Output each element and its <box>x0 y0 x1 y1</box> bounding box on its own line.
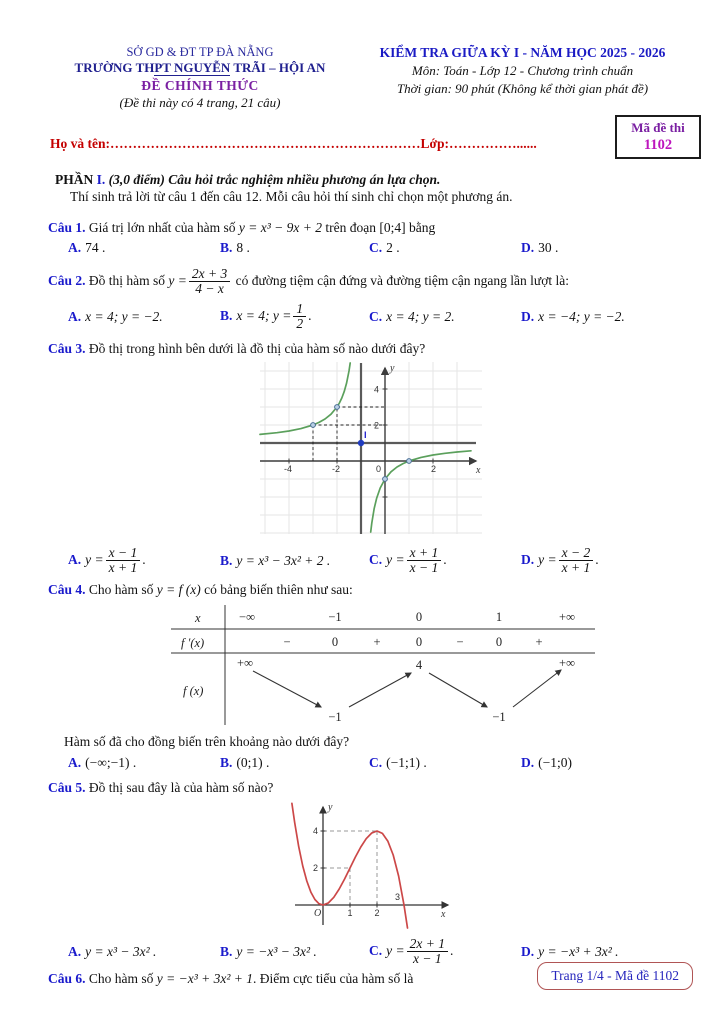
option-b: B. 8 . <box>220 240 250 256</box>
exam-title: KIỂM TRA GIỮA KỲ I - NĂM HỌC 2025 - 2026 <box>379 45 666 60</box>
option-b: B. x = 4; y = $\frac{1}{2}$ . <box>220 300 312 332</box>
y-tick-4: 4 <box>373 384 379 395</box>
question-5-graph <box>48 797 697 933</box>
y-tick-4: 4 <box>313 825 319 836</box>
exam-code-box <box>615 115 701 159</box>
questions <box>48 219 697 988</box>
name-label: Họ và tên: <box>50 135 110 151</box>
student-name-line <box>50 136 685 152</box>
dashed-guides <box>313 407 385 461</box>
question-4-sub: Hàm số đã cho đồng biến trên khoảng nào dưới đây? <box>64 734 350 750</box>
fraction: $\frac{2x + 1}{x - 1}$ <box>407 937 448 967</box>
table-lines <box>171 605 595 725</box>
option-a: A. 74 . <box>68 240 106 256</box>
fraction: $\frac{1}{2}$ <box>293 302 306 332</box>
svg-text:−1: −1 <box>327 710 342 725</box>
x-values <box>239 610 575 624</box>
question-6-formula: y = −x³ + 3x² + 1 <box>156 971 254 987</box>
variation-table <box>167 603 597 727</box>
header-right <box>350 44 691 112</box>
question-4-options <box>68 754 697 772</box>
option-b: B. (0;1) . <box>220 754 270 770</box>
variation-arrows <box>253 670 561 707</box>
question-2-options <box>68 301 697 333</box>
option-d: D. (−1;0) <box>521 754 572 770</box>
option-d: D. y = −x³ + 3x² . <box>521 944 619 960</box>
question-5: Câu 5. Đồ thị sau đây là của hàm số nào? <box>48 780 274 796</box>
hyperbola-graph <box>258 358 488 538</box>
exam-duration: Thời gian: 90 phút (Không kể thời gian phát đề) <box>396 80 649 96</box>
option-d: D. x = −4; y = −2. <box>521 309 625 325</box>
option-b: B. y = −x³ − 3x² . <box>220 944 317 960</box>
svg-text:+∞: +∞ <box>558 656 575 671</box>
question-3-options <box>68 545 697 577</box>
origin-label: O <box>314 907 322 919</box>
class-label: Lớp: <box>420 135 449 151</box>
svg-text:−1: −1 <box>491 710 506 725</box>
fraction: $\frac{x + 1}{x - 1}$ <box>407 546 442 576</box>
svg-text:0: 0 <box>495 635 502 650</box>
page-footer-box <box>537 962 693 990</box>
option-d: D. 30 . <box>521 240 559 256</box>
y-axis-label: y <box>389 362 394 374</box>
svg-text:0: 0 <box>415 635 422 650</box>
x-tick-0: 0 <box>375 463 381 474</box>
x-tick-2: 2 <box>430 463 436 474</box>
exam-code-label: Mã đề thi <box>631 120 685 135</box>
svg-text:+∞: +∞ <box>236 656 253 671</box>
fprime-signs <box>283 635 542 649</box>
part1-instruction: Thí sinh trả lời từ câu 1 đến câu 12. Mỗi câu hỏi thí sinh chỉ chọn một phương án. <box>70 188 513 204</box>
grid-lines <box>260 362 482 534</box>
official-exam-label: ĐỀ CHÍNH THỨC <box>141 78 259 94</box>
exam-note: (Đề thi này có 4 trang, 21 câu) <box>119 94 281 110</box>
svg-text:−: − <box>282 635 291 650</box>
question-4: Câu 4. Cho hàm số y = f (x) có bảng biến thiên như sau: <box>48 581 353 597</box>
svg-text:1: 1 <box>495 610 502 625</box>
y-axis-label: y <box>328 801 333 813</box>
option-c: C. x = 4; y = 2. <box>369 309 455 325</box>
x-tick--4: -4 <box>283 463 292 474</box>
x-axis-label: x <box>475 464 480 476</box>
fraction: $\frac{x - 2}{x + 1}$ <box>559 546 594 576</box>
svg-text:0: 0 <box>415 610 422 625</box>
department-name: SỞ GD & ĐT TP ĐÀ NẴNG <box>126 45 274 59</box>
question-5-label: Câu 5. <box>48 780 86 796</box>
question-3: Câu 3. Đồ thị trong hình bên dưới là đồ thị của hàm số nào dưới đây? <box>48 340 426 356</box>
x-tick--2: -2 <box>331 463 340 474</box>
question-1-options <box>68 239 697 257</box>
question-4-table <box>66 603 697 731</box>
x-tick-3: 3 <box>395 891 401 902</box>
fraction: $\frac{x - 1}{x + 1}$ <box>106 546 141 576</box>
option-a: A. (−∞;−1) . <box>68 754 137 770</box>
option-a: A. y = $\frac{x - 1}{x + 1}$ . <box>68 544 146 576</box>
point-i-label: I <box>363 429 367 441</box>
school-name: TRƯỜNG THPT NGUYỄN TRÃI – HỘI AN <box>74 60 326 76</box>
question-4-label: Câu 4. <box>48 581 86 597</box>
row-x-label: x <box>194 611 201 626</box>
option-b: B. y = x³ − 3x² + 2 . <box>220 552 331 568</box>
exam-subject: Môn: Toán - Lớp 12 - Chương trình chuẩn <box>411 63 634 79</box>
question-1-formula: y = x³ − 9x + 2 <box>238 219 322 235</box>
svg-text:+: + <box>534 635 543 650</box>
name-dots: …………………………………………………………… <box>110 135 421 151</box>
x-tick-1: 1 <box>347 907 353 918</box>
y-tick-2: 2 <box>313 862 319 873</box>
svg-text:4: 4 <box>415 658 422 673</box>
cubic-graph <box>285 797 460 929</box>
question-3-label: Câu 3. <box>48 340 86 356</box>
page-number: Trang 1/4 - Mã đề 1102 <box>551 968 679 983</box>
exam-code-value: 1102 <box>643 137 673 154</box>
option-d: D. y = $\frac{x - 2}{x + 1}$ . <box>521 544 599 576</box>
x-axis-label: x <box>441 908 446 920</box>
question-6: Câu 6. Cho hàm số y = −x³ + 3x² + 1. Điểm cực tiểu của hàm số là <box>48 971 414 987</box>
row-f-label: f (x) <box>182 684 203 699</box>
y-tick-2: 2 <box>373 420 379 431</box>
option-c: C. y = $\frac{x + 1}{x - 1}$ . <box>369 544 447 576</box>
curve-right-branch <box>370 450 470 531</box>
svg-text:+: + <box>372 635 381 650</box>
svg-text:−1: −1 <box>327 610 342 625</box>
svg-text:−∞: −∞ <box>238 610 255 625</box>
svg-text:+∞: +∞ <box>558 610 575 625</box>
part1-heading: PHẦN I. (3,0 điểm) Câu hỏi trắc nghiệm nhiều phương án lựa chọn. <box>55 171 441 187</box>
school-name-underline: PT NGUYỄN <box>154 60 231 76</box>
part1-numeral: I. <box>96 171 106 187</box>
question-1-label: Câu 1. <box>48 219 86 235</box>
question-1: Câu 1. Giá trị lớn nhất của hàm số y = x³ − 9x + 2 trên đoạn [0;4] bằng <box>48 219 436 235</box>
svg-text:0: 0 <box>331 635 338 650</box>
option-c: C. (−1;1) . <box>369 754 427 770</box>
question-2-label: Câu 2. <box>48 272 86 288</box>
option-a: A. x = 4; y = −2. <box>68 309 163 325</box>
svg-text:−: − <box>455 635 464 650</box>
row-fprime-label: f ′(x) <box>180 636 204 651</box>
class-dots: ……………...... <box>448 135 537 151</box>
header-left <box>50 44 350 112</box>
question-2: Câu 2. Đồ thị hàm số y = $\frac{2x + 3}{4 - x}$ có đường tiệm cận đứng và đường tiệm cận ngang lần lượt là: <box>48 265 569 297</box>
option-c: C. 2 . <box>369 240 400 256</box>
option-c: C. y = $\frac{2x + 1}{x - 1}$ . <box>369 935 454 967</box>
fraction: $\frac{2x + 3}{4 - x}$ <box>189 267 230 297</box>
question-3-graph <box>48 358 697 542</box>
question-6-label: Câu 6. <box>48 971 86 987</box>
option-a: A. y = x³ − 3x² . <box>68 944 157 960</box>
x-tick-2: 2 <box>374 907 380 918</box>
header <box>0 0 725 112</box>
